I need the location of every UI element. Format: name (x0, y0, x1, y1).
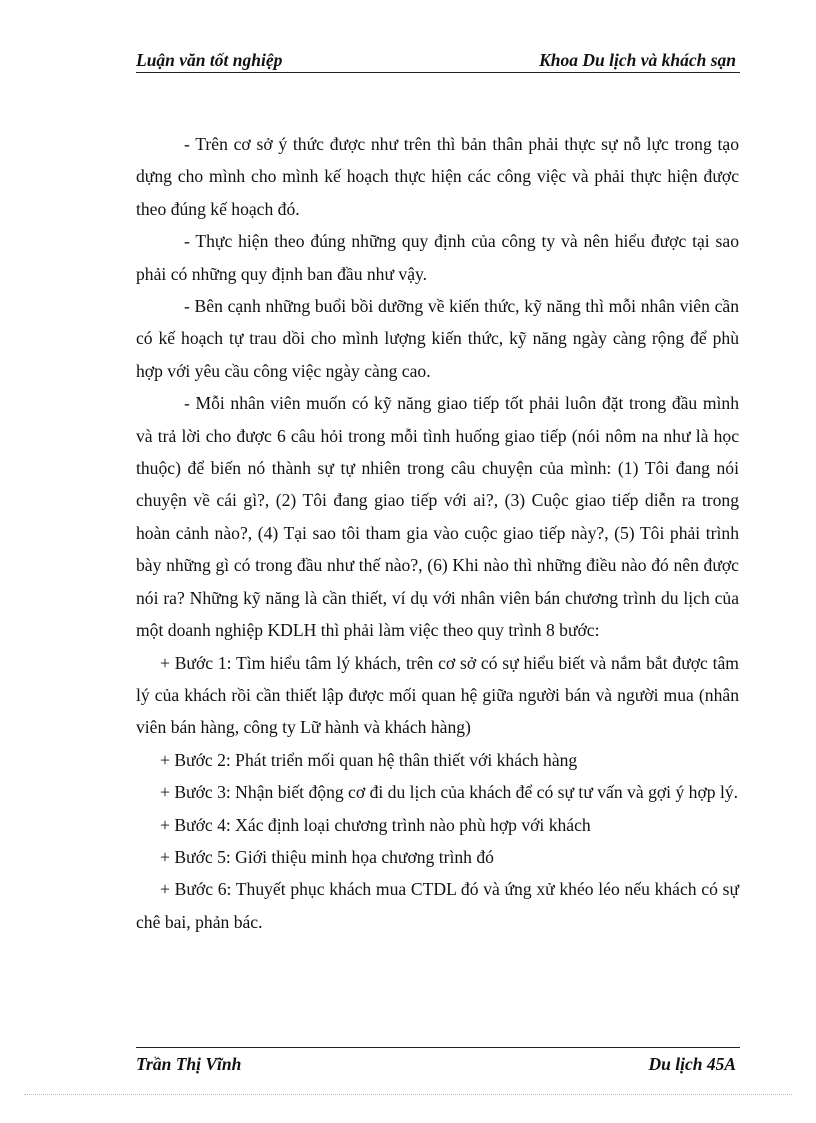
paragraph-effort: - Trên cơ sở ý thức được như trên thì bản thân phải thực sự nỗ lực trong tạo dựng cho mình cho mình kế hoạch thực hiện các công việc và phải thực hiện được theo đúng kế hoạch đó. (136, 134, 739, 219)
step-item: + Bước 6: Thuyết phục khách mua CTDL đó và ứng xử khéo léo nếu khách có sự chê bai, phản bác. (136, 879, 739, 932)
step-item: + Bước 2: Phát triển mối quan hệ thân thiết với khách hàng (160, 749, 578, 770)
step-item: + Bước 5: Giới thiệu minh họa chương trình đó (160, 846, 494, 867)
page-header (136, 50, 740, 73)
paragraph-regulations: - Thực hiện theo đúng những quy định của công ty và nên hiểu được tại sao phải có những quy định ban đầu như vậy. (136, 231, 739, 284)
paragraph-self-study: - Bên cạnh những buổi bồi dưỡng về kiến thức, kỹ năng thì mỗi nhân viên cần có kế hoạch tự trau dồi cho mình lượng kiến thức, kỹ năng ngày càng rộng để phù hợp với yêu cầu công việc ngày càng cao. (136, 296, 739, 381)
page-footer (136, 1047, 740, 1078)
header-thesis-label: Luận văn tốt nghiệp (136, 50, 283, 70)
footer-class: Du lịch 45A (648, 1054, 736, 1074)
footer-author: Trần Thị Vĩnh (136, 1054, 242, 1074)
document-body (136, 128, 739, 938)
page-boundary-divider (24, 1094, 792, 1095)
step-item: + Bước 4: Xác định loại chương trình nào phù hợp với khách (160, 814, 591, 835)
step-item: + Bước 1: Tìm hiểu tâm lý khách, trên cơ sở có sự hiểu biết và nắm bắt được tâm lý của khách rồi cần thiết lập được mối quan hệ giữa người bán và người mua (nhân viên bán hàng, công ty Lữ hành và khách hàng) (136, 652, 739, 738)
header-faculty-label: Khoa Du lịch và khách sạn (539, 50, 736, 70)
step-item: + Bước 3: Nhận biết động cơ đi du lịch của khách để có sự tư vấn và gợi ý hợp lý. (160, 782, 739, 803)
paragraph-communication: - Mỗi nhân viên muốn có kỹ năng giao tiếp tốt phải luôn đặt trong đầu mình và trả lời cho được 6 câu hỏi trong mỗi tình huống giao tiếp (nói nôm na như là học thuộc) để biến nó thành sự tự nhiên trong câu chuyện của mình: (1) Tôi đang nói chuyện về cái gì?, (2) Tôi đang giao tiếp với ai?, (3) Cuộc giao tiếp diễn ra trong hoàn cảnh nào?, (4) Tại sao tôi tham gia vào cuộc giao tiếp này?, (5) Tôi phải trình bày những gì có trong đầu như thế nào?, (6) Khi nào thì những điều nào đó nên được nói ra? Những kỹ năng là cần thiết, ví dụ với nhân viên bán chương trình du lịch của một doanh nghiệp KDLH thì phải làm việc theo quy trình 8 bước: (136, 393, 739, 641)
